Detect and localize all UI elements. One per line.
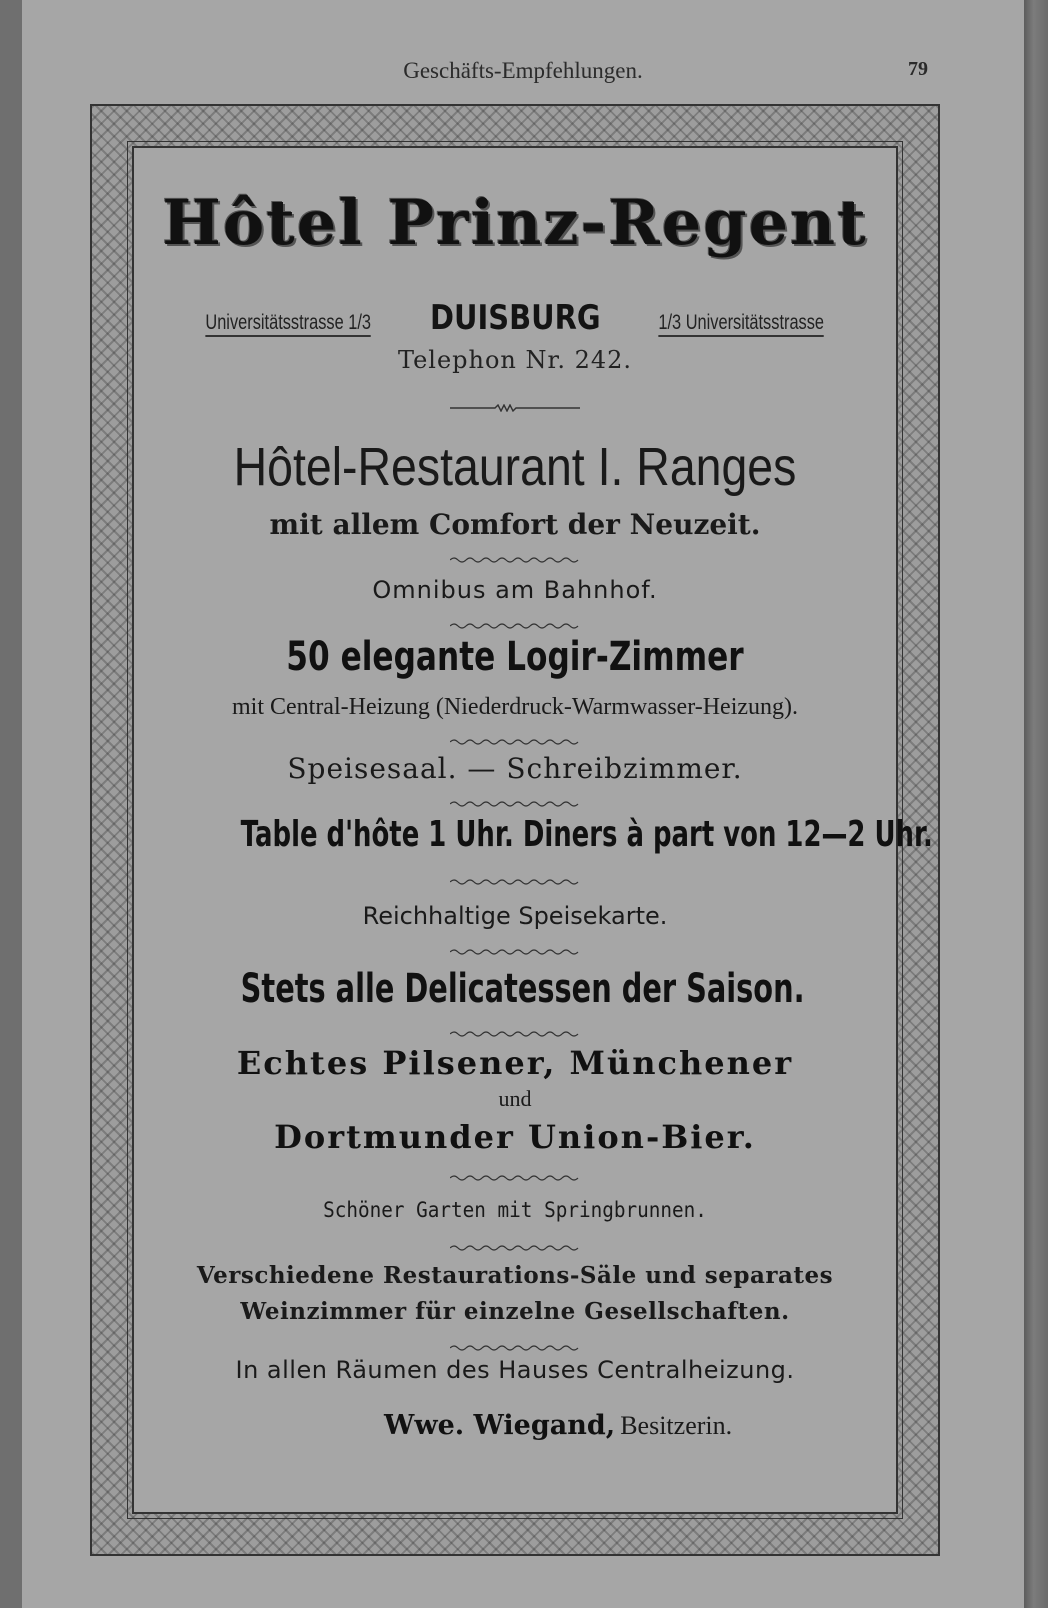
beer-conjunction: und (498, 1086, 532, 1111)
heating-line: mit Central-Heizung (Niederdruck-Warmwasser-Heizung). (231, 694, 799, 720)
garden-line: Schöner Garten mit Springbrunnen. (323, 1198, 707, 1222)
owner-name: Wwe. Wiegand, (384, 1410, 616, 1441)
divider-ornament (134, 1174, 896, 1182)
divider-ornament (134, 556, 896, 564)
address-left: Universitätsstrasse 1/3 (206, 311, 372, 337)
telephone-number: Telephon Nr. 242. (397, 346, 633, 374)
divider-ornament (134, 1244, 896, 1252)
owner-title: Besitzerin. (620, 1411, 733, 1440)
rooms-heading: 50 elegante Logir-Zimmer (286, 634, 744, 680)
address-right: 1/3 Universitätsstrasse (659, 311, 825, 337)
divider-ornament (134, 948, 896, 956)
halls-line-2: Weinzimmer für einzelne Gesellschaften. (240, 1298, 790, 1325)
divider-ornament (134, 738, 896, 746)
book-page (22, 0, 1024, 1608)
divider-ornament (134, 404, 896, 412)
address-row (134, 298, 896, 338)
divider-ornament (134, 1030, 896, 1038)
city-name: DUISBURG (429, 298, 601, 338)
central-heating-line: In allen Räumen des Hauses Centralheizung. (235, 1356, 795, 1384)
halls-line-1: Verschiedene Restaurations-Säle und separates (196, 1262, 834, 1289)
running-head: Geschäfts-Empfehlungen. (403, 58, 643, 83)
beer-line-2: Dortmunder Union-Bier. (274, 1118, 756, 1156)
advertisement-panel (132, 146, 933, 1514)
ornamental-border (90, 104, 940, 1556)
menu-line: Reichhaltige Speisekarte. (362, 902, 668, 930)
restaurant-heading: Hôtel-Restaurant I. Ranges (233, 437, 797, 497)
divider-ornament (134, 800, 896, 808)
owner-signature (384, 1410, 884, 1441)
divider-ornament (134, 622, 896, 630)
page-number: 79 (908, 58, 928, 80)
table-hote-line: Table d'hôte 1 Uhr. Diners à part von 12—2 Uhr. (240, 814, 933, 855)
omnibus-line: Omnibus am Bahnhof. (372, 576, 658, 604)
divider-ornament (134, 1344, 896, 1352)
divider-ornament (134, 878, 896, 886)
comfort-line: mit allem Comfort der Neuzeit. (269, 508, 761, 541)
hotel-name: Hôtel Prinz-Regent (162, 186, 868, 259)
page-edge (1024, 0, 1048, 1608)
beer-line-1: Echtes Pilsener, Münchener (236, 1044, 794, 1082)
dining-rooms-line: Speisesaal. — Schreibzimmer. (287, 752, 743, 785)
delicatessen-heading: Stets alle Delicatessen der Saison. (240, 966, 805, 1012)
